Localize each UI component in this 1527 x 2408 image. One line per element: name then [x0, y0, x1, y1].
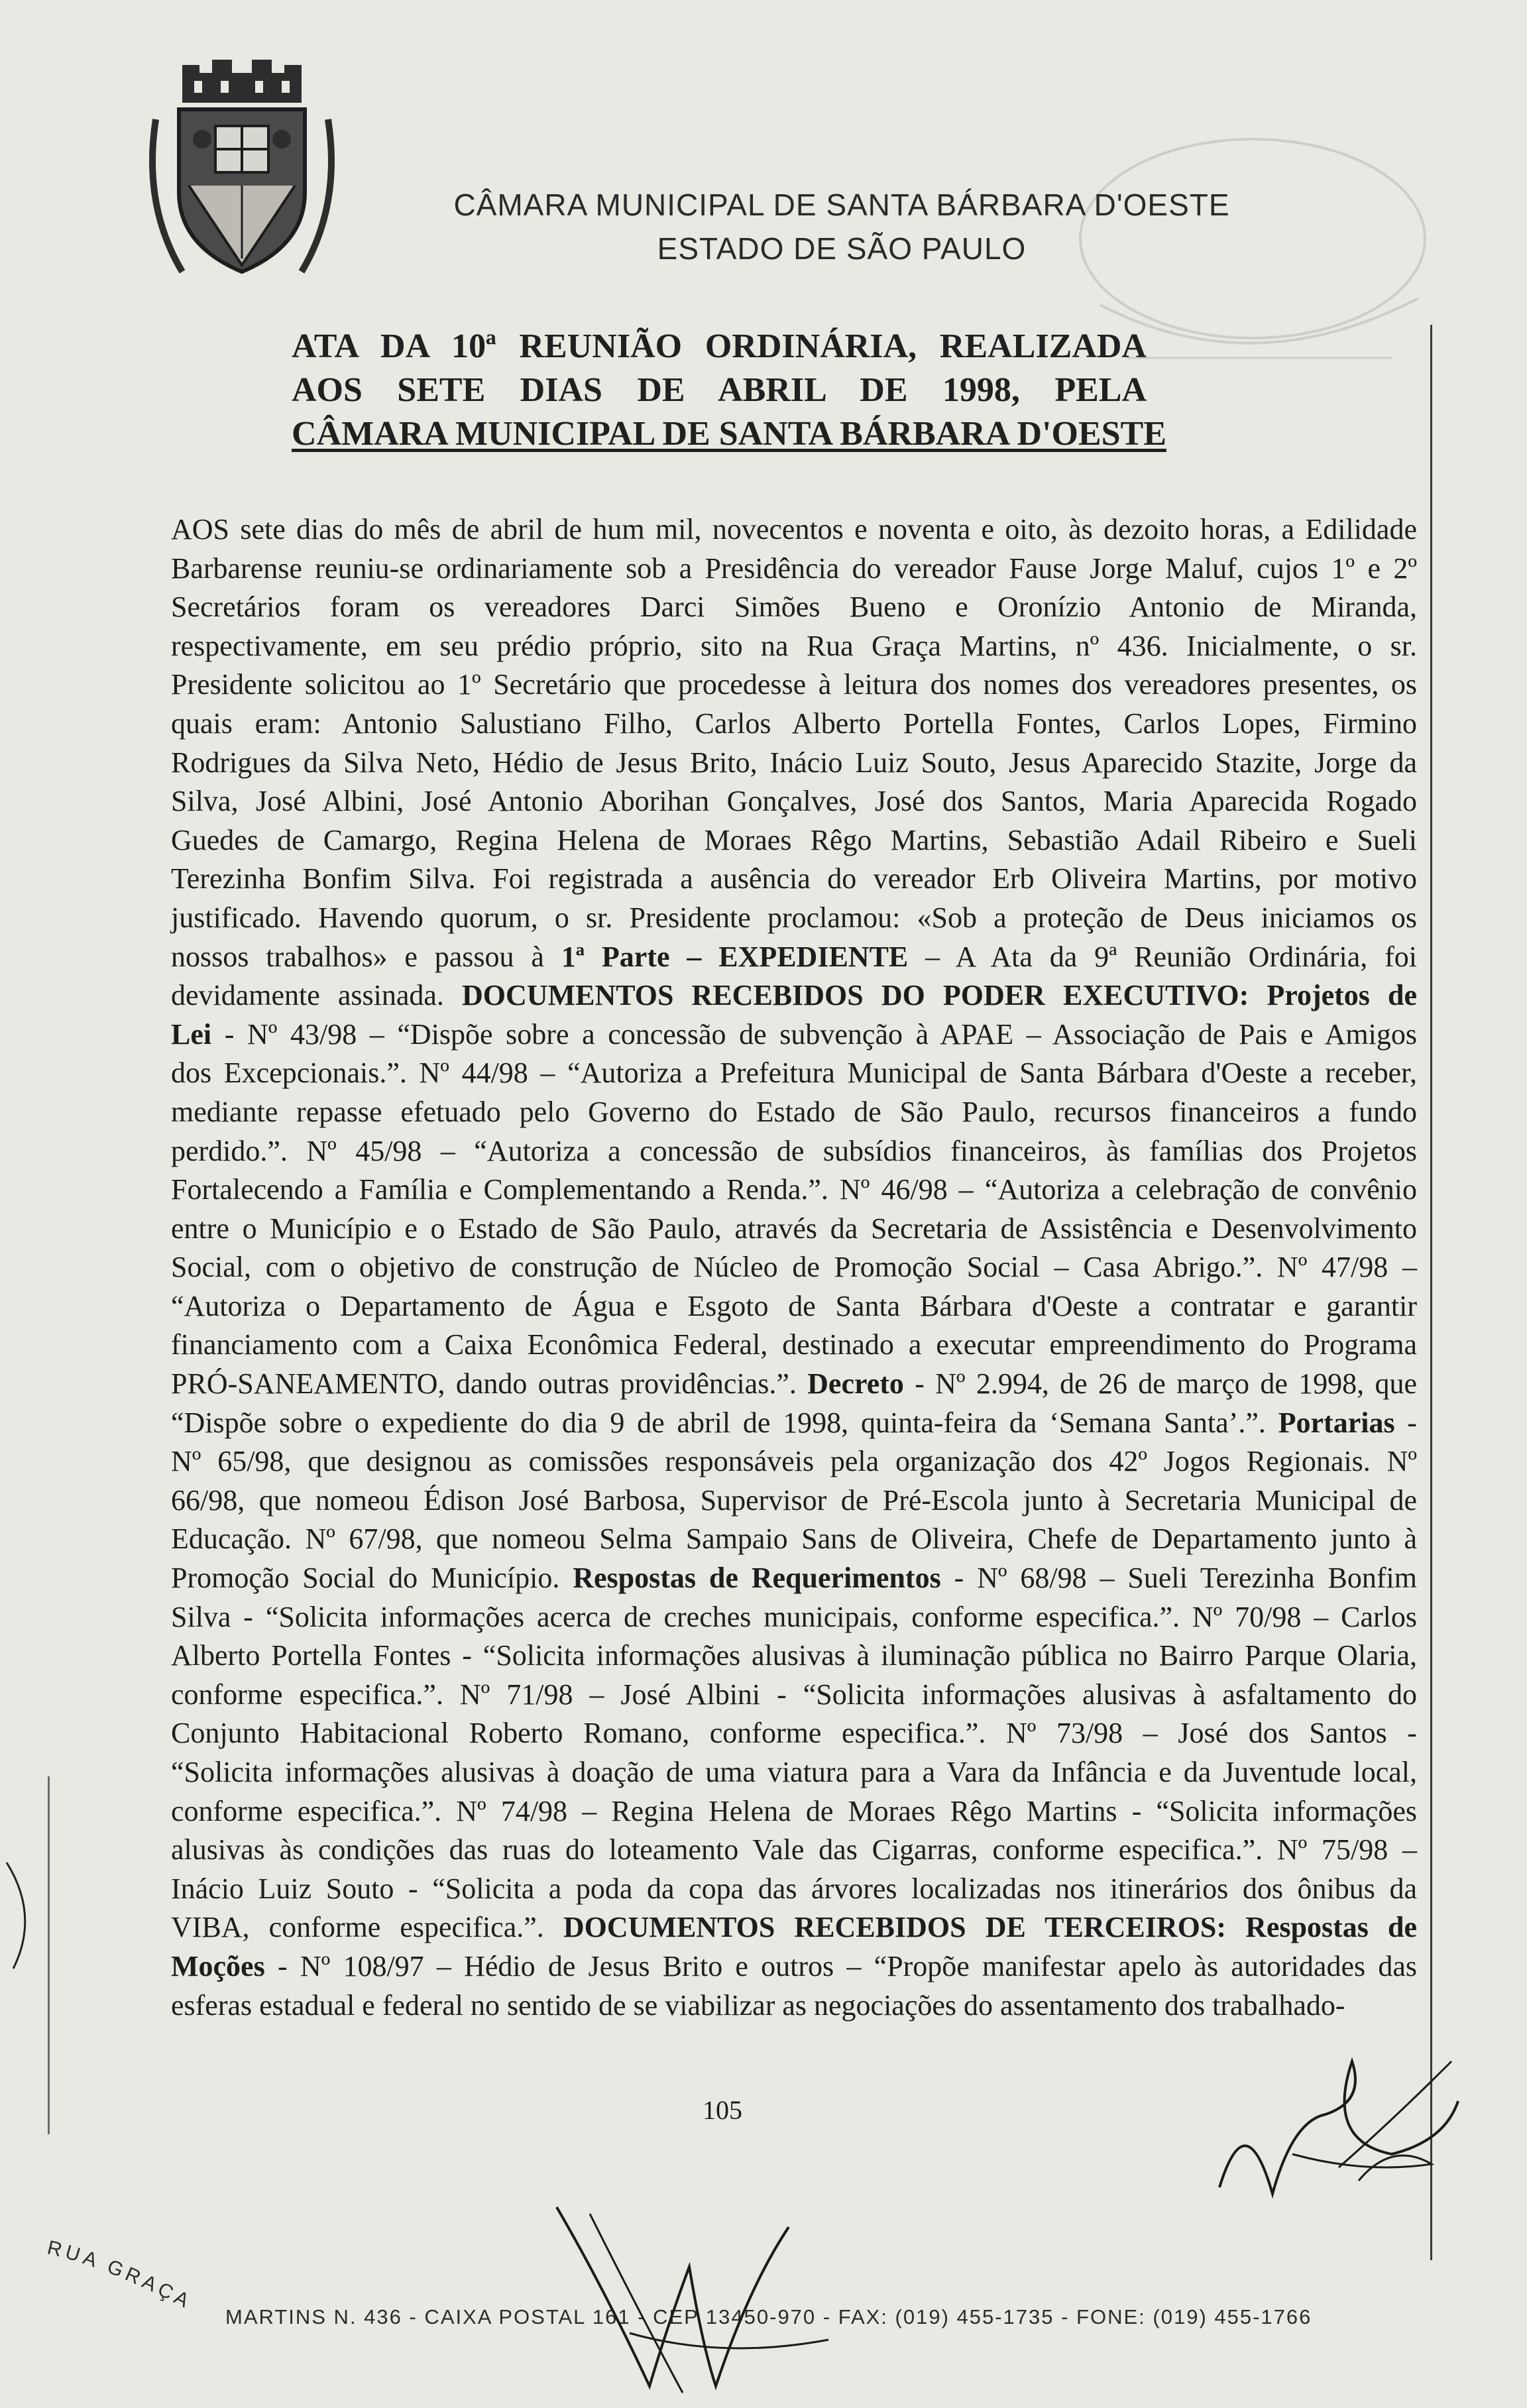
body-line: conforme especifica.”. Nº 71/98 – José Albini - “Solicita informações alusivas à asfaltamento do [171, 1678, 1417, 1711]
body-line: Educação. Nº 67/98, que nomeou Selma Sampaio Sans de Oliveira, Chefe de Departamento junto à [171, 1522, 1417, 1556]
body-line: Silva, José Albini, José Antonio Aborihan Gonçalves, José dos Santos, Maria Aparecida Rogado [171, 785, 1417, 818]
body-line: nossos trabalhos» e passou à 1ª Parte – EXPEDIENTE – A Ata da 9ª Reunião Ordinária, foi [171, 940, 1417, 973]
svg-text:RUA GRAÇA [45, 2236, 196, 2313]
body-line: financiamento com a Caixa Econômica Federal, destinado a executar empreendimento do Programa [171, 1328, 1417, 1361]
footer-address-curved [40, 2227, 225, 2360]
body-line: Moções - Nº 108/97 – Hédio de Jesus Brito e outros – “Propõe manifestar apelo às autoridades das [171, 1949, 1417, 1982]
bold-heading: 1ª Parte – EXPEDIENTE [561, 940, 909, 973]
body-line: PRÓ-SANEAMENTO, dando outras providências.”. Decreto - Nº 2.994, de 26 de março de 1998, que [171, 1367, 1418, 1401]
body-line: Alberto Portella Fontes - “Solicita informações alusivas à iluminação pública no Bairro Parque Olaria, [171, 1639, 1417, 1672]
body-line: devidamente assinada. DOCUMENTOS RECEBIDOS DO PODER EXECUTIVO: Projetos de [171, 979, 1417, 1012]
body-line: mediante repasse efetuado pelo Governo do Estado de São Paulo, recursos financeiros a fundo [171, 1095, 1417, 1128]
body-line: Presidente solicitou ao 1º Secretário que procedesse à leitura dos nomes dos vereadores presentes, os [171, 668, 1417, 701]
body-line: Barbarense reuniu-se ordinariamente sob a Presidência do vereador Fause Jorge Maluf, cujos 1º e 2º [171, 551, 1417, 585]
city-coat-of-arms-icon [142, 60, 341, 285]
body-line: perdido.”. Nº 45/98 – “Autoriza a concessão de subsídios financeiros, às famílias dos Projetos [171, 1134, 1417, 1167]
body-line: Lei - Nº 43/98 – “Dispõe sobre a concessão de subvenção à APAE – Associação de Pais e Amigos [171, 1017, 1417, 1051]
bold-heading: Portarias [1278, 1406, 1395, 1439]
body-line: VIBA, conforme especifica.”. DOCUMENTOS RECEBIDOS DE TERCEIROS: Respostas de [171, 1911, 1417, 1944]
footer-address: MARTINS N. 436 - CAIXA POSTAL 161 - CEP 13450-970 - FAX: (019) 455-1735 - FONE: (019) 455-1766 [225, 2305, 1312, 2328]
body-line: Silva - “Solicita informações acerca de creches municipais, conforme especifica.”. Nº 70/98 – Carlos [171, 1600, 1417, 1633]
body-line: 66/98, que nomeou Édison José Barbosa, Supervisor de Pré-Escola junto à Secretaria Municipal de [171, 1483, 1417, 1517]
body-line: “Solicita informações alusivas à doação de uma viatura para a Vara da Infância e da Juventude local, [171, 1756, 1417, 1788]
body-line: esferas estadual e federal no sentido de se viabilizar as negociações do assentamento dos trabalhado- [171, 1988, 1345, 2022]
body-line: AOS sete dias do mês de abril de hum mil, novecentos e noventa e oito, às dezoito horas, a Edilidade [171, 513, 1417, 545]
body-line: Promoção Social do Município. Respostas de Requerimentos - Nº 68/98 – Sueli Terezinha Bonfim [171, 1562, 1417, 1595]
body-line: conforme especifica.”. Nº 74/98 – Regina Helena de Moraes Rêgo Martins - “Solicita informações [171, 1794, 1417, 1827]
margin-pen-mark [0, 1856, 60, 1975]
bold-heading: DOCUMENTOS RECEBIDOS DE TERCEIROS: Respostas de [563, 1911, 1417, 1944]
title-line: AOS SETE DIAS DE ABRIL DE 1998, PELA [292, 371, 1147, 409]
body-line: Rodrigues da Silva Neto, Hédio de Jesus Brito, Inácio Luiz Souto, Jesus Aparecido Stazite, Jorge da [171, 746, 1417, 779]
body-line: Nº 65/98, que designou as comissões responsáveis pela organização dos 42º Jogos Regionais. Nº [171, 1445, 1417, 1478]
body-line: Guedes de Camargo, Regina Helena de Moraes Rêgo Martins, Sebastião Adail Ribeiro e Sueli [171, 823, 1417, 856]
bold-heading: Decreto [807, 1367, 904, 1401]
body-line: alusivas às condições das ruas do loteamento Vale das Cigarras, conforme especifica.”. Nº 75/98 – [171, 1833, 1417, 1866]
page-number: 105 [703, 2095, 742, 2125]
minutes-title [292, 325, 1166, 456]
footer-curved-text: RUA GRAÇA [45, 2236, 196, 2314]
body-line: dos Excepcionais.”. Nº 44/98 – “Autoriza a Prefeitura Municipal de Santa Bárbara d'Oeste a receber, [171, 1057, 1417, 1090]
body-line: quais eram: Antonio Salustiano Filho, Carlos Alberto Portella Fontes, Carlos Lopes, Firmino [171, 707, 1417, 740]
body-line: respectivamente, em seu prédio próprio, sito na Rua Graça Martins, nº 436. Inicialmente, o sr. [171, 629, 1417, 662]
title-line: CÂMARA MUNICIPAL DE SANTA BÁRBARA D'OESTE [292, 415, 1166, 453]
state-name: ESTADO DE SÃO PAULO [657, 231, 1027, 266]
handwritten-initials [1193, 2022, 1471, 2220]
right-margin-rule [1430, 325, 1432, 2260]
handwritten-signature [550, 2187, 895, 2408]
body-line: Conjunto Habitacional Roberto Romano, conforme especifica.”. Nº 73/98 – José dos Santos - [171, 1717, 1417, 1750]
body-line: Inácio Luiz Souto - “Solicita a poda da copa das árvores localizadas nos itinerários dos ônibus da [171, 1872, 1417, 1905]
bold-heading: Lei [171, 1017, 212, 1051]
body-line: Terezinha Bonfim Silva. Foi registrada a ausência do vereador Erb Oliveira Martins, por motivo [171, 862, 1417, 895]
body-line: entre o Município e o Estado de São Paulo, através da Secretaria de Assistência e Desenvolvimento [171, 1212, 1417, 1245]
bold-heading: Moções [171, 1949, 265, 1982]
body-line: “Dispõe sobre o expediente do dia 9 de abril de 1998, quinta-feira da ‘Semana Santa’.”. Portarias - [171, 1406, 1417, 1439]
title-line: ATA DA 10ª REUNIÃO ORDINÁRIA, REALIZADA [292, 327, 1147, 365]
bold-heading: Respostas de Requerimentos [573, 1562, 941, 1595]
body-line: “Autoriza o Departamento de Água e Esgoto de Santa Bárbara d'Oeste a contratar e garantir [171, 1289, 1417, 1322]
body-line: Fortalecendo a Família e Complementando a Renda.”. Nº 46/98 – “Autoriza a celebração de convênio [171, 1173, 1417, 1206]
minutes-body [171, 510, 1417, 2025]
bold-heading: DOCUMENTOS RECEBIDOS DO PODER EXECUTIVO: Projetos de [462, 979, 1417, 1012]
body-line: Social, com o objetivo de construção de Núcleo de Promoção Social – Casa Abrigo.”. Nº 47/98 – [171, 1251, 1417, 1284]
body-line: Secretários foram os vereadores Darci Simões Bueno e Oronízio Antonio de Miranda, [171, 591, 1417, 624]
institution-name: CÂMARA MUNICIPAL DE SANTA BÁRBARA D'OESTE [453, 188, 1230, 222]
body-line: justificado. Havendo quorum, o sr. Presidente proclamou: «Sob a proteção de Deus iniciamos os [171, 901, 1417, 934]
